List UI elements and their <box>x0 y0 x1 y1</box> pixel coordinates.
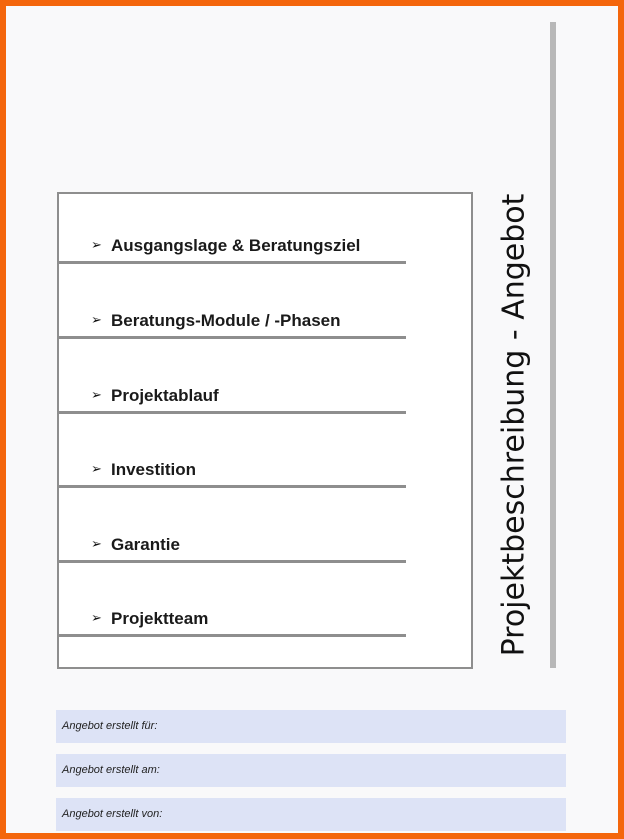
table-of-contents-box <box>57 192 473 669</box>
toc-item-projektteam <box>59 607 406 637</box>
offer-by-field-row <box>56 798 566 831</box>
toc-item-label: Investition <box>111 460 197 479</box>
toc-item-label: Beratungs-Module / -Phasen <box>111 311 341 330</box>
offer-for-label: Angebot erstellt für: <box>62 720 158 732</box>
offer-by-input[interactable] <box>184 798 566 831</box>
vertical-divider <box>550 22 556 668</box>
toc-item-investition <box>59 458 406 488</box>
toc-item-underline <box>59 336 406 339</box>
offer-date-input[interactable] <box>184 754 566 787</box>
arrow-bullet-icon: ➢ <box>91 388 102 403</box>
arrow-bullet-icon: ➢ <box>91 611 102 626</box>
offer-by-label: Angebot erstellt von: <box>62 808 163 820</box>
offer-for-input[interactable] <box>184 710 566 743</box>
toc-item-ausgangslage <box>59 234 406 264</box>
toc-item-projektablauf <box>59 384 406 414</box>
arrow-bullet-icon: ➢ <box>91 537 102 552</box>
arrow-bullet-icon: ➢ <box>91 238 102 253</box>
toc-item-label: Garantie <box>111 535 180 554</box>
document-title: Projektbeschreibung - Angebot <box>496 193 532 657</box>
offer-date-field-row <box>56 754 566 787</box>
toc-item-garantie <box>59 533 406 563</box>
toc-item-label: Projektteam <box>111 609 209 628</box>
offer-date-label: Angebot erstellt am: <box>62 764 160 776</box>
toc-item-label: Projektablauf <box>111 386 219 405</box>
toc-item-label: Ausgangslage & Beratungsziel <box>111 236 361 255</box>
toc-item-beratungs-module <box>59 309 406 339</box>
toc-item-underline <box>59 634 406 637</box>
toc-item-underline <box>59 261 406 264</box>
toc-item-underline <box>59 560 406 563</box>
offer-for-field-row <box>56 710 566 743</box>
arrow-bullet-icon: ➢ <box>91 462 102 477</box>
arrow-bullet-icon: ➢ <box>91 313 102 328</box>
toc-item-underline <box>59 411 406 414</box>
toc-item-underline <box>59 485 406 488</box>
